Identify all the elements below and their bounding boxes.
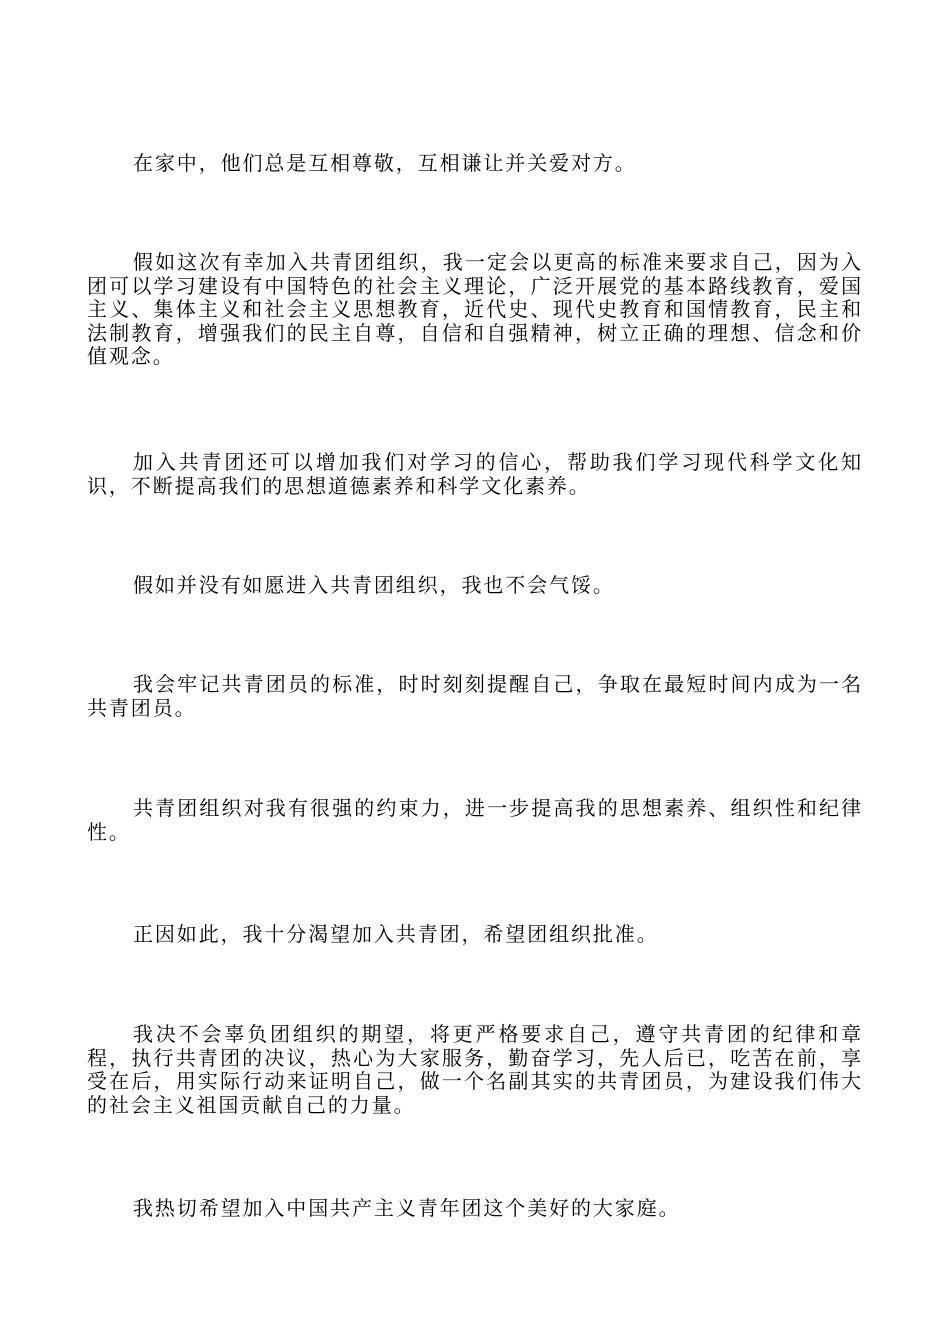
- paragraph-1: 在家中，他们总是互相尊敬，互相谦让并关爱对方。: [133, 151, 637, 175]
- paragraph-6: 共青团组织对我有很强的约束力，进一步提高我的思想素养、组织性和纪律性。: [87, 796, 863, 844]
- paragraph-5: 我会牢记共青团员的标准，时时刻刻提醒自己，争取在最短时间内成为一名共青团员。: [87, 672, 863, 720]
- paragraph-7: 正因如此，我十分渴望加入共青团，希望团组织批准。: [133, 922, 659, 946]
- paragraph-3: 加入共青团还可以增加我们对学习的信心，帮助我们学习现代科学文化知识，不断提高我们的思想道德素养和科学文化素养。: [87, 450, 863, 498]
- paragraph-4: 假如并没有如愿进入共青团组织，我也不会气馁。: [133, 573, 615, 597]
- paragraph-8: 我决不会辜负团组织的期望，将更严格要求自己，遵守共青团的纪律和章程，执行共青团的决议，热心为大家服务，勤奋学习，先人后已，吃苦在前，享受在后，用实际行动来证明自己，做一个名副其实的共青团员，为建设我们伟大的社会主义祖国贡献自己的力量。: [87, 1022, 863, 1117]
- paragraph-2: 假如这次有幸加入共青团组织，我一定会以更高的标准来要求自己，因为入团可以学习建设有中国特色的社会主义理论，广泛开展党的基本路线教育，爱国主义、集体主义和社会主义思想教育，近代史、现代史教育和国情教育，民主和法制教育，增强我们的民主自尊，自信和自强精神，树立正确的理想、信念和价值观念。: [87, 250, 863, 368]
- paragraph-9: 我热切希望加入中国共产主义青年团这个美好的大家庭。: [133, 1196, 681, 1220]
